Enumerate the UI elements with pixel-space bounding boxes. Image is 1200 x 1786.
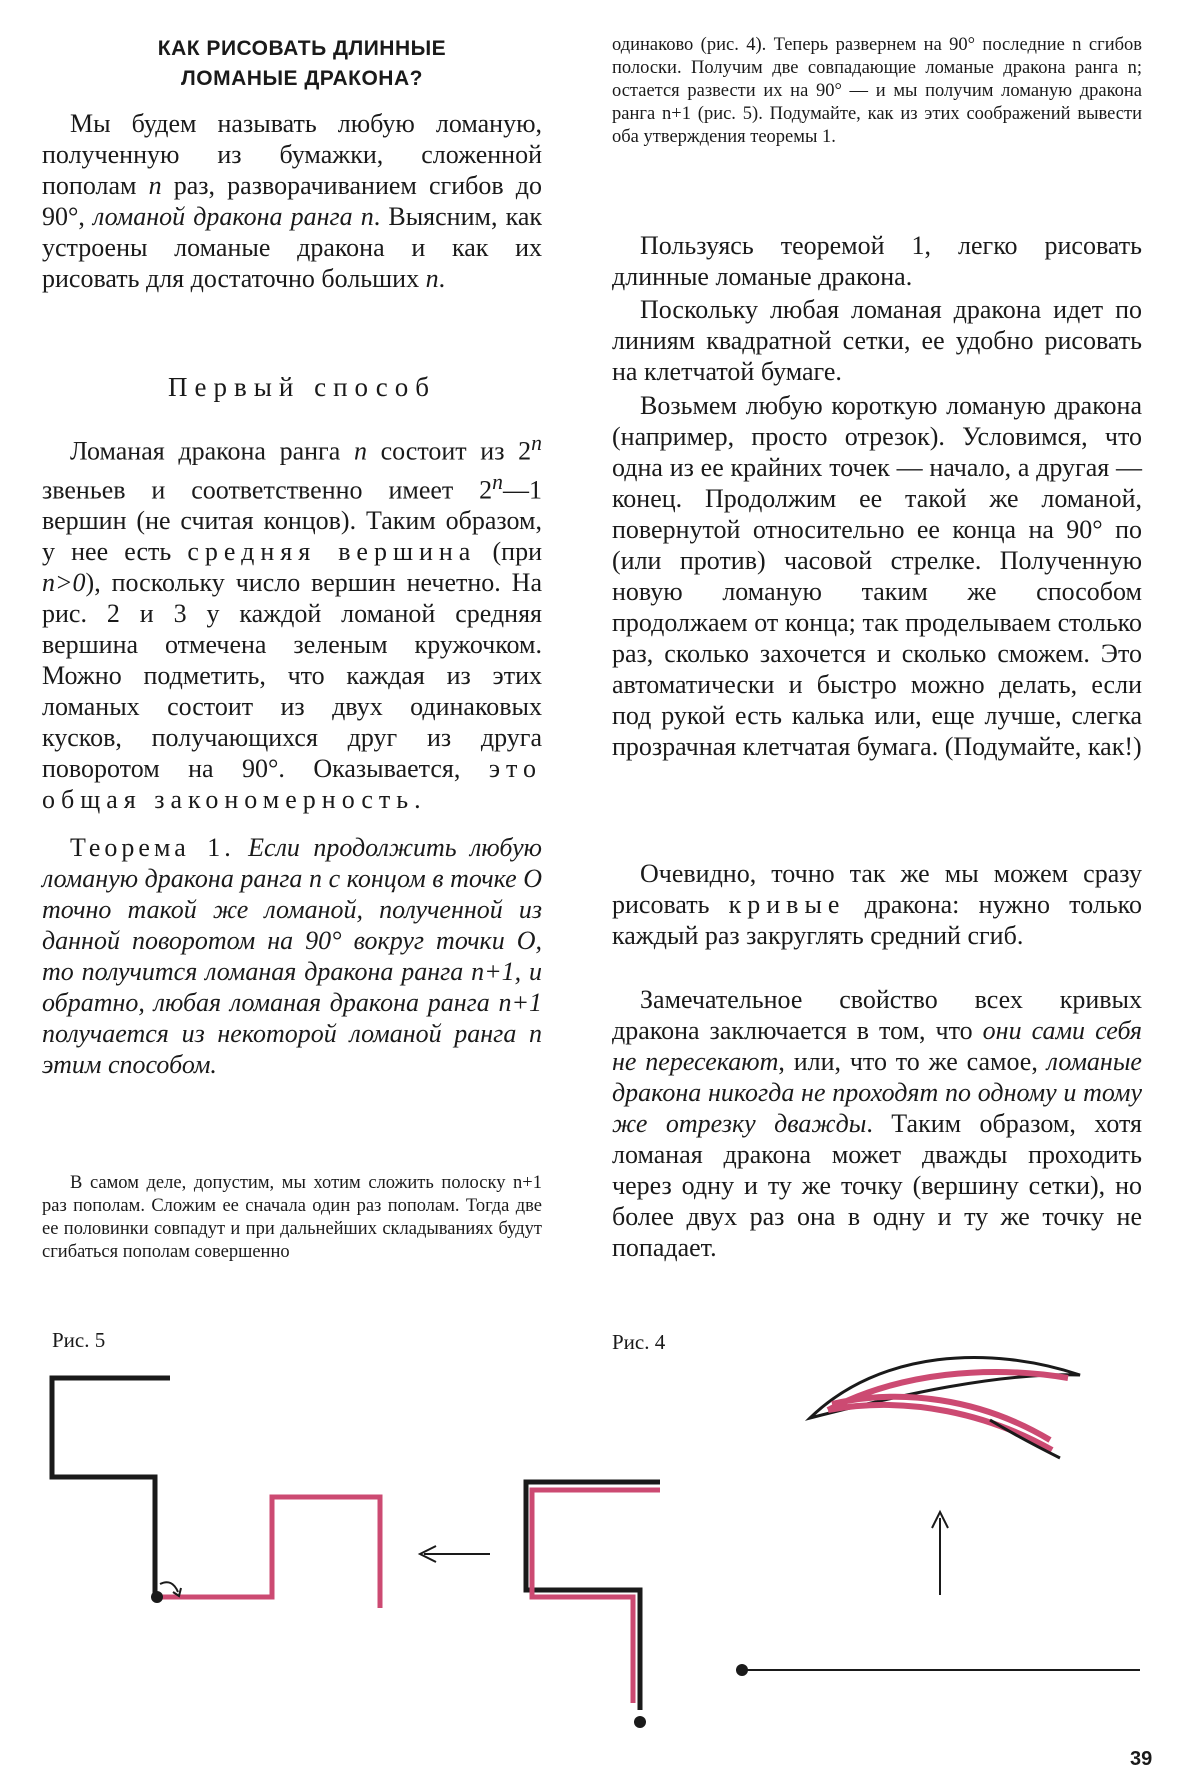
theorem-text: Если продолжить любую ломаную дракона ранга n с концом в точке О точно такой же ломаной, полученной из данной поворотом на 90° вокруг точки О, то получится ломаная дракона ранга n+1, и обратно, любая ломаная дракона ранга n+1 получается из некоторой ломаной ранга n этим способом. <box>42 833 542 1079</box>
var: n <box>148 171 162 200</box>
italic-phrase: ломаные дракона никогда не проходят по одному и тому же отрезку дважды <box>612 1047 1142 1138</box>
right-paragraph-3: Возьмем любую короткую ломаную дракона (например, просто отрезок). Условимся, что одна из ее крайних точек — начало, а другая — конец. Продолжим ее такой же ломаной, повернутой относительно ее конца на 90° по (или против) часовой стрелке. Полученную новую ломаную таким же способом продолжаем от конца; так проделываем столько раз, сколько захочется и сколько сможем. Это автоматически и быстро можно делать, если под рукой есть калька или, еще лучше, слегка прозрачная клетчатая бумага. (Подумайте, как!) <box>612 391 1142 761</box>
text: —1 вершин (не считая концов). Таким образом, у нее есть <box>42 475 542 567</box>
fig5-black-polyline <box>52 1378 170 1597</box>
title-line-2: ЛОМАНЫЕ ДРАКОНА? <box>181 67 423 90</box>
text: , или, что то же самое, <box>778 1047 1047 1076</box>
text: . Выясним, как устроены ломаные дракона и как их рисовать для достаточно больших <box>42 202 542 293</box>
superscript: n <box>531 431 542 455</box>
page-number: 39 <box>1130 1748 1153 1770</box>
proof-paragraph-end: одинаково (рис. 4). Теперь развернем на 90° последние n сгибов полоски. Получим две совпадающие ломаные дракона ранга n; остается развести их на 90° — и мы получим ломаную дракона ранга n+1 (рис. 5). Подумайте, как из этих соображений вывести оба утверждения теоремы 1. <box>612 35 1142 147</box>
text: ), поскольку число вершин нечетно. На рис. 2 и 3 у каждой ломаной средняя вершина отмечена зеленым кружочком. Можно подметить, что каждая из этих ломаных состоит из двух одинаковых кусков, получающихся друг из друга поворотом на 90°. Оказывается, <box>42 568 542 784</box>
fig4-segment-dot <box>736 1664 748 1676</box>
text: Мы будем называть любую ломаную, полученную из бумажки, сложенной пополам <box>42 109 542 200</box>
figure-4-label: Рис. 4 <box>612 1330 666 1354</box>
text: дракона: нужно только каждый раз закруглять средний сгиб. <box>612 890 1142 950</box>
text: звеньев и соответственно имеет 2 <box>42 475 493 505</box>
right-paragraph-1: Пользуясь теоремой 1, легко рисовать длинные ломаные дракона. <box>612 231 1142 291</box>
title-line-1: КАК РИСОВАТЬ ДЛИННЫЕ <box>157 37 447 60</box>
fig5-rotation-arrow-icon <box>160 1582 178 1592</box>
var: n <box>353 436 367 466</box>
spaced-term: средняя вершина <box>187 537 477 567</box>
text: (при <box>476 537 542 567</box>
spaced-term: кривые <box>728 890 846 919</box>
figure-5-label: Рис. 5 <box>52 1328 106 1352</box>
text: Очевидно, точно так же мы можем сразу рисовать <box>612 859 1142 919</box>
spaced-term: это общая закономерность. <box>42 754 542 815</box>
text: Ломаная дракона ранга <box>70 436 354 466</box>
proof-paragraph-start: В самом деле, допустим, мы хотим сложить полоску n+1 раз пополам. Сложим ее сначала один раз пополам. Тогда две ее половинки совпадут и при дальнейших складываниях будут сгибаться пополам совершенно <box>42 1173 542 1262</box>
text: Замечательное свойство всех кривых дракона заключается в том, что <box>612 985 1142 1045</box>
superscript: n <box>492 469 503 494</box>
var: n <box>425 264 439 293</box>
fig5-pink-polyline <box>158 1497 380 1608</box>
right-paragraph-2: Поскольку любая ломаная дракона идет по линиям квадратной сетки, ее удобно рисовать на клетчатой бумаге. <box>612 295 1142 386</box>
fig5b-end-dot <box>634 1716 646 1728</box>
italic-phrase: они сами себя не пересекают <box>612 1016 1142 1076</box>
text: состоит из 2 <box>366 436 532 466</box>
var: n>0 <box>42 568 86 598</box>
fig5-pivot-dot <box>151 1591 163 1603</box>
term-italic: ломаной дракона ранга n <box>93 202 374 231</box>
text: . <box>438 264 446 293</box>
fig4-pink-strip <box>828 1372 1068 1450</box>
section-subheading: Первый способ <box>168 372 436 402</box>
theorem-label: Теорема 1. <box>70 833 235 862</box>
text: раз, разворачиванием сгибов до 90°, <box>42 171 542 231</box>
text: . Таким образом, хотя ломаная дракона может дважды проходить через одну и ту же точку (вершину сетки), но более двух раз она в одну и ту же точку не попадает. <box>612 1109 1142 1262</box>
